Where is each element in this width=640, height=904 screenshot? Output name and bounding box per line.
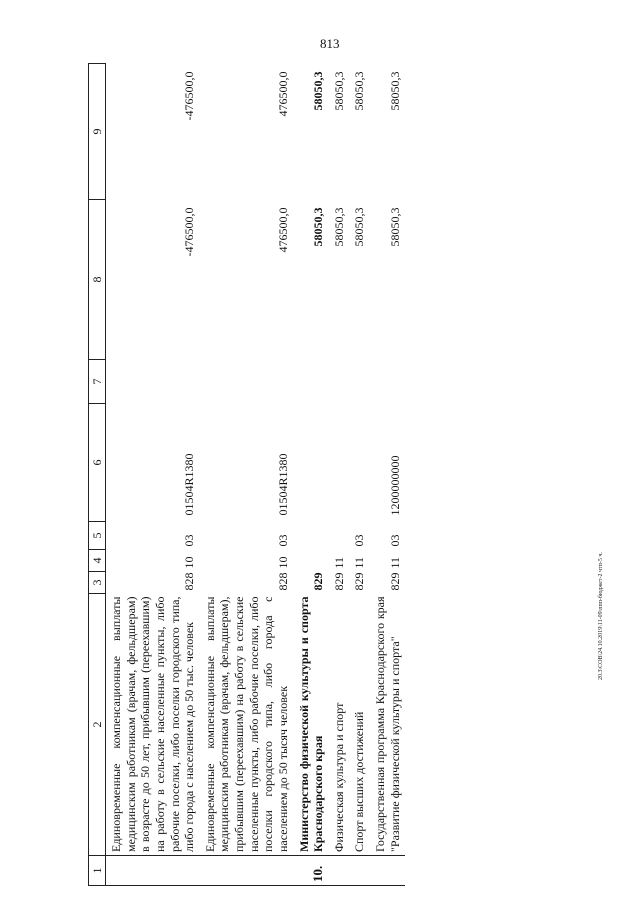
row-sum-9: 476500,0 bbox=[275, 71, 290, 117]
row-sum-8: 58050,3 bbox=[387, 207, 402, 247]
row-vr bbox=[106, 360, 200, 404]
row-sum-8: 58050,3 bbox=[331, 207, 346, 247]
row-pr bbox=[329, 522, 350, 550]
row-pr: 03 bbox=[387, 534, 402, 547]
header-col-8: 8 bbox=[89, 200, 106, 360]
row-rz: 11 bbox=[331, 556, 346, 569]
row-code: 829 bbox=[311, 572, 326, 591]
header-col-9: 9 bbox=[89, 64, 106, 200]
row-name: Министерство физической культуры и спорта Краснодарского края bbox=[296, 596, 326, 852]
row-rz: 10 bbox=[275, 556, 290, 569]
row-csr bbox=[294, 404, 329, 522]
budget-table bbox=[88, 63, 405, 886]
row-name: Единовременные компенсационные выплаты медицинским работникам (врачам, фельдшерам) в возрасте до 50 лет, прибывшим (переехавшим) на работу в сельские населенные пункты, либо рабочие поселки, либо поселки городского типа, либо города с населением до 50 тыс. человек bbox=[109, 596, 197, 852]
row-number bbox=[370, 856, 405, 886]
row-number bbox=[106, 856, 200, 886]
row-csr: 1200000000 bbox=[387, 455, 402, 516]
header-col-3: 3 bbox=[89, 572, 106, 594]
table-row bbox=[329, 64, 350, 886]
table-row bbox=[200, 64, 294, 886]
row-vr bbox=[200, 360, 294, 404]
header-col-2: 2 bbox=[89, 594, 106, 856]
header-col-7: 7 bbox=[89, 360, 106, 404]
document-side-note: 20.3\СОВ\24.10.2019\11-09\ппп-бюджет-2 чтп-5 ч. bbox=[598, 552, 604, 680]
header-col-6: 6 bbox=[89, 404, 106, 522]
row-sum-9: 58050,3 bbox=[387, 71, 402, 111]
row-pr: 03 bbox=[275, 534, 290, 547]
row-csr bbox=[329, 404, 350, 522]
row-csr: 01504R1380 bbox=[275, 453, 290, 516]
table-row bbox=[370, 64, 405, 886]
row-pr bbox=[294, 522, 329, 550]
table-row bbox=[106, 64, 200, 886]
row-sum-9: 58050,3 bbox=[311, 71, 326, 111]
row-csr bbox=[349, 404, 370, 522]
row-sum-8: 476500,0 bbox=[275, 207, 290, 253]
header-col-4: 4 bbox=[89, 550, 106, 572]
table-row bbox=[349, 64, 370, 886]
row-vr bbox=[329, 360, 350, 404]
row-code: 828 bbox=[275, 572, 290, 591]
row-sum-8: 58050,3 bbox=[311, 207, 326, 247]
table-row bbox=[294, 64, 329, 886]
table-header-row bbox=[89, 64, 106, 886]
row-sum-9: -476500,0 bbox=[182, 71, 197, 121]
budget-table-rotated bbox=[88, 64, 608, 886]
row-vr bbox=[294, 360, 329, 404]
row-sum-8: -476500,0 bbox=[182, 207, 197, 257]
header-col-5: 5 bbox=[89, 522, 106, 550]
row-code: 829 bbox=[352, 572, 367, 591]
row-code: 829 bbox=[387, 572, 402, 591]
page-number: 813 bbox=[320, 36, 340, 51]
row-name: Физическая культура и спорт bbox=[331, 702, 346, 852]
row-name: Государственная программа Краснодарского края "Развитие физической культуры и спорта" bbox=[373, 596, 402, 852]
row-pr: 03 bbox=[182, 534, 197, 547]
row-code: 829 bbox=[331, 572, 346, 591]
row-csr: 01504R1380 bbox=[182, 453, 197, 516]
row-rz: 10 bbox=[182, 556, 197, 569]
row-number bbox=[349, 856, 370, 886]
row-name: Спорт высших достижений bbox=[352, 711, 367, 852]
row-sum-9: 58050,3 bbox=[331, 71, 346, 111]
row-name: Единовременные компенсационные выплаты медицинским работникам (врачам, фельдшерам), прибывшим (переехавшим) на работу в сельские населенные пункты, либо рабочие поселки, либо поселки городского типа, либо города с населением до 50 тысяч человек bbox=[202, 596, 290, 852]
row-number bbox=[200, 856, 294, 886]
row-number bbox=[329, 856, 350, 886]
row-rz bbox=[294, 550, 329, 572]
row-vr bbox=[349, 360, 370, 404]
header-col-1: 1 bbox=[89, 856, 106, 886]
row-pr: 03 bbox=[352, 534, 367, 547]
row-rz: 11 bbox=[387, 556, 402, 569]
row-vr bbox=[370, 360, 405, 404]
row-sum-8: 58050,3 bbox=[352, 207, 367, 247]
row-code: 828 bbox=[182, 572, 197, 591]
row-rz: 11 bbox=[352, 556, 367, 569]
row-number: 10. bbox=[294, 856, 329, 886]
row-sum-9: 58050,3 bbox=[352, 71, 367, 111]
